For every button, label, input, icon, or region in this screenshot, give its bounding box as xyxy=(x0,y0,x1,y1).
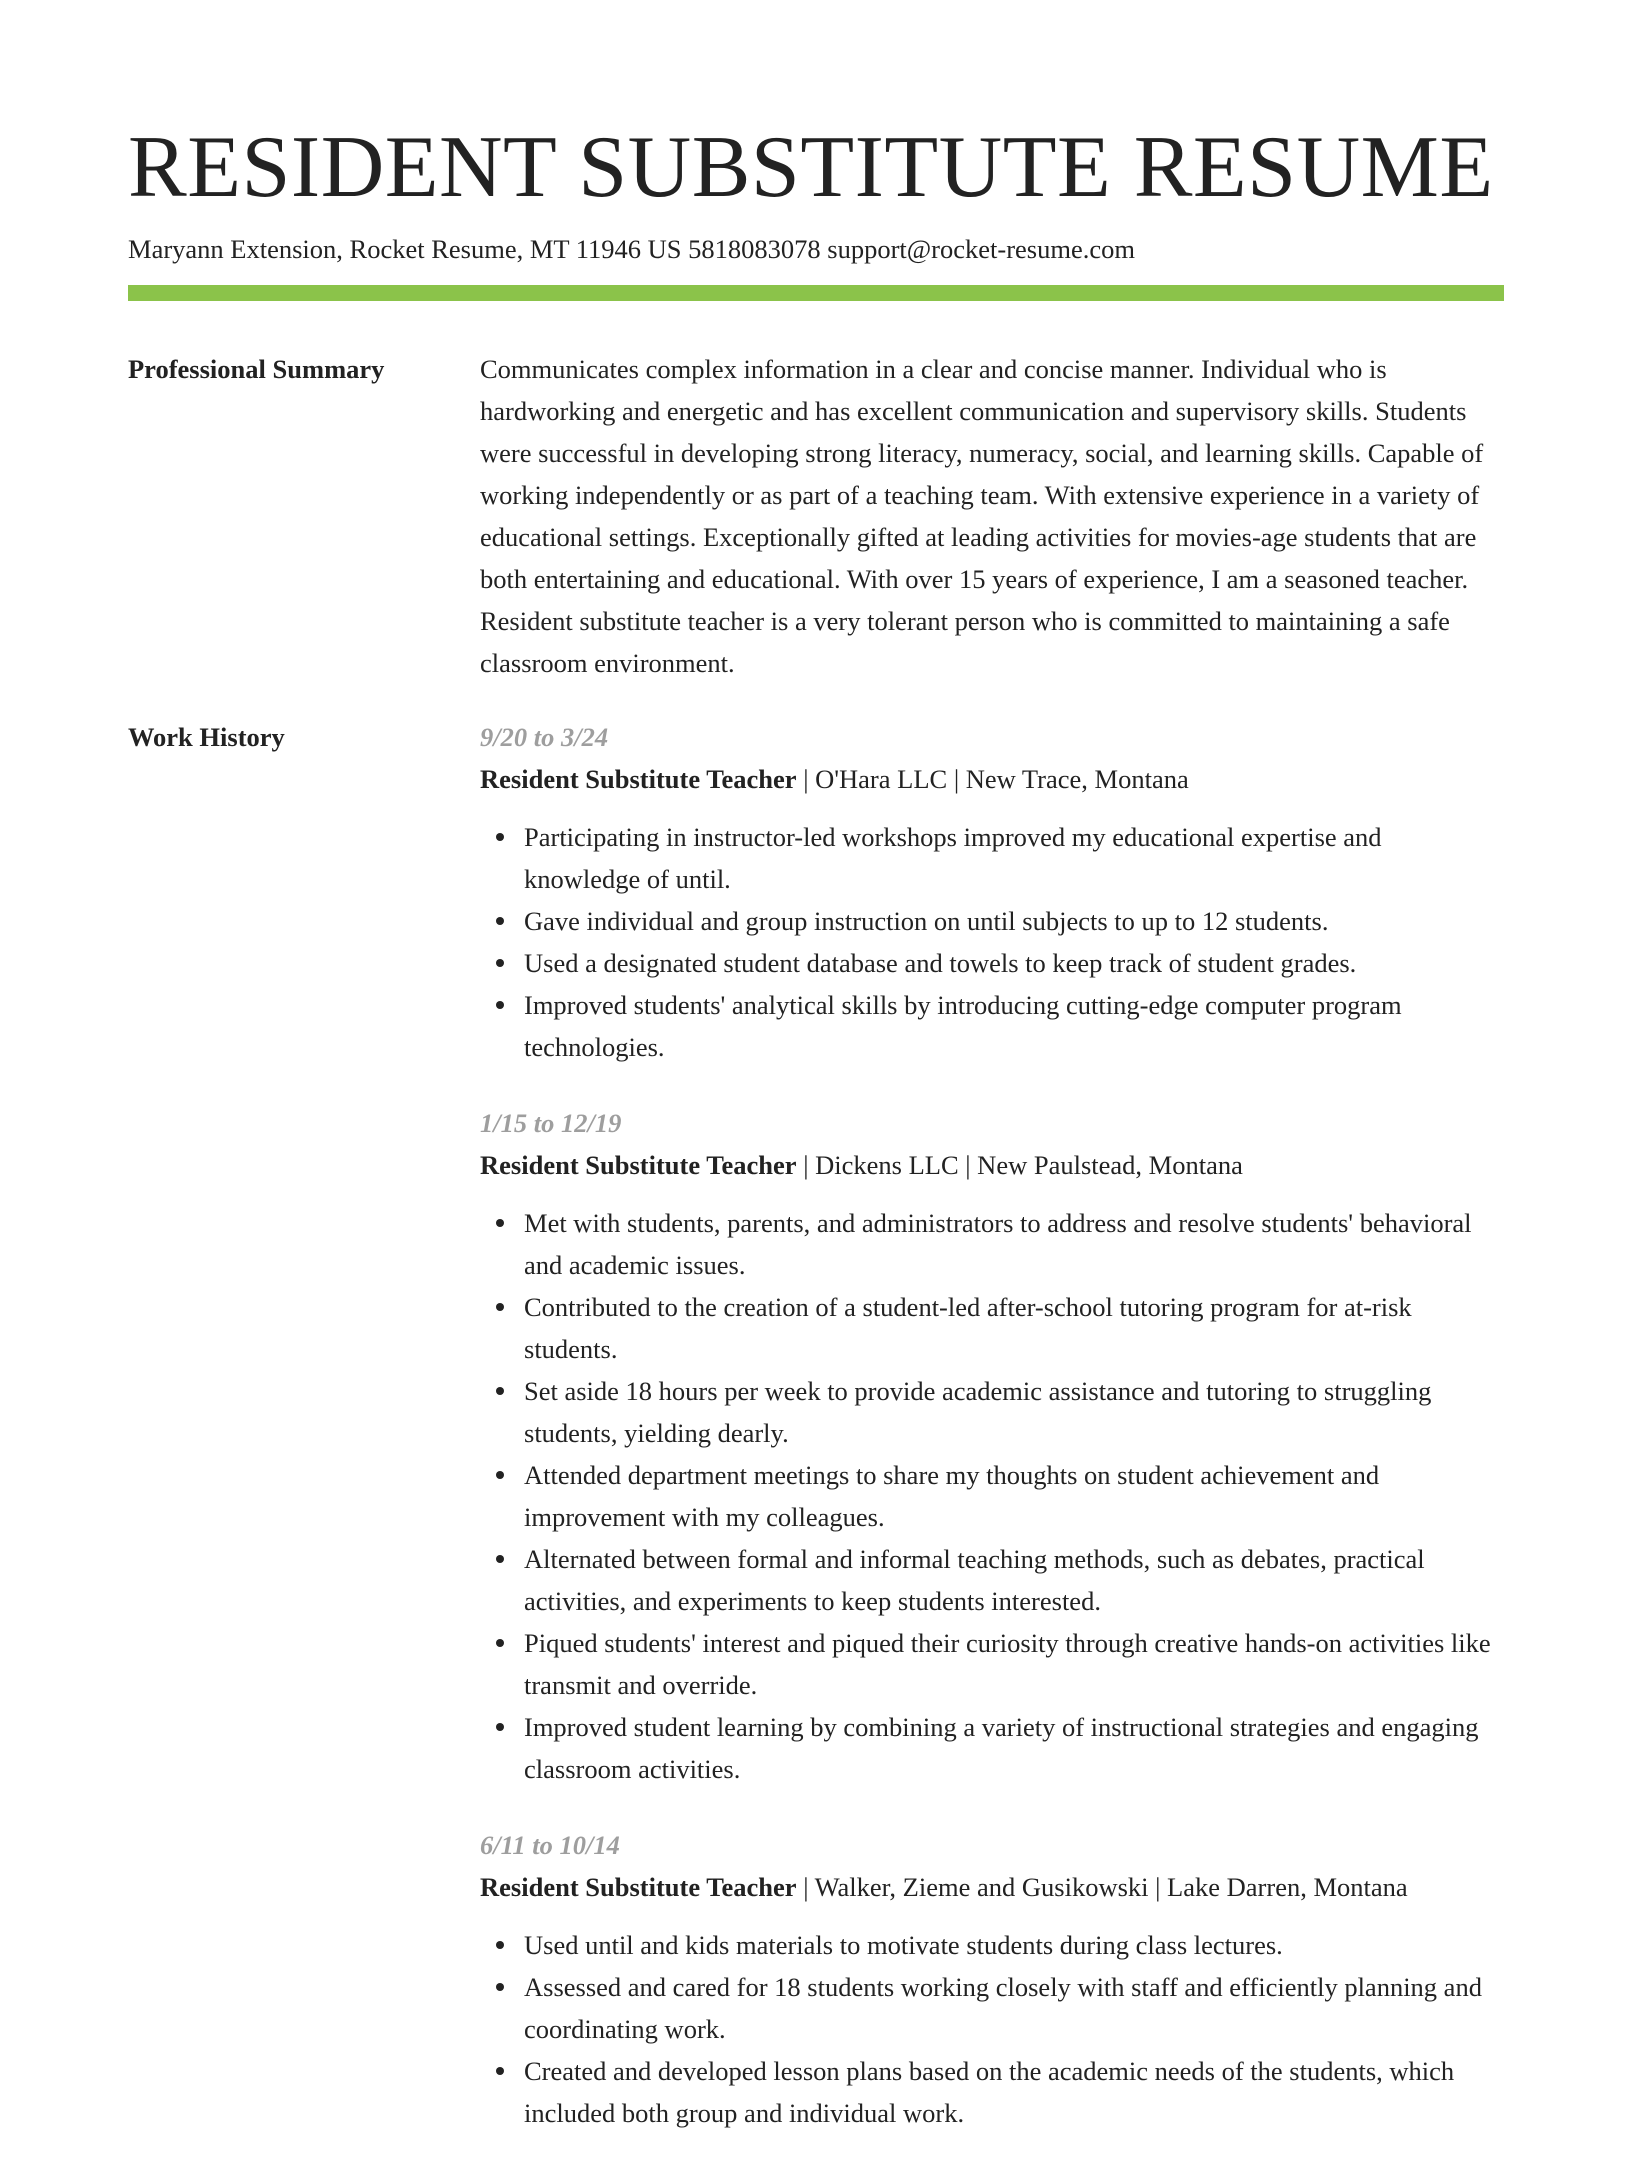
contact-line xyxy=(128,232,1135,266)
job-bullet: Met with students, parents, and administrators to address and resolve students' behavioral and academic issues. xyxy=(524,1202,1504,1286)
job-entry xyxy=(480,716,1504,1068)
job-title: Resident Substitute Teacher xyxy=(480,1872,797,1902)
job-title-line xyxy=(480,758,1504,800)
job-bullet: Gave individual and group instruction on until subjects to up to 12 students. xyxy=(524,900,1504,942)
job-bullet: Used a designated student database and towels to keep track of student grades. xyxy=(524,942,1504,984)
summary-heading: Professional Summary xyxy=(128,354,385,384)
job-bullet: Used until and kids materials to motivate students during class lectures. xyxy=(524,1924,1504,1966)
job-employer-location: | O'Hara LLC | New Trace, Montana xyxy=(796,764,1189,794)
job-title-line xyxy=(480,1144,1504,1186)
job-bullet: Set aside 18 hours per week to provide academic assistance and tutoring to struggling students, yielding dearly. xyxy=(524,1370,1504,1454)
job-dates: 6/11 to 10/14 xyxy=(480,1830,620,1860)
resume-title: RESIDENT SUBSTITUTE RESUME xyxy=(128,119,1494,216)
contact-address: Maryann Extension, Rocket Resume, MT 11946 US xyxy=(128,234,682,264)
job-bullet-list xyxy=(480,1202,1504,1790)
job-bullet-list xyxy=(480,816,1504,1068)
contact-phone: 5818083078 xyxy=(688,234,821,264)
job-title-line xyxy=(480,1866,1504,1908)
job-title: Resident Substitute Teacher xyxy=(480,764,797,794)
job-bullet: Created and developed lesson plans based on the academic needs of the students, which included both group and individual work. xyxy=(524,2050,1504,2134)
summary-body xyxy=(480,348,1504,684)
job-bullet: Alternated between formal and informal teaching methods, such as debates, practical activities, and experiments to keep students interested. xyxy=(524,1538,1504,1622)
job-employer-location: | Dickens LLC | New Paulstead, Montana xyxy=(796,1150,1243,1180)
job-bullet: Piqued students' interest and piqued their curiosity through creative hands-on activities like transmit and override. xyxy=(524,1622,1504,1706)
header-divider xyxy=(128,285,1504,301)
job-bullet: Assessed and cared for 18 students working closely with staff and efficiently planning and coordinating work. xyxy=(524,1966,1504,2050)
job-entry xyxy=(480,1824,1504,2134)
job-title: Resident Substitute Teacher xyxy=(480,1150,797,1180)
job-bullet: Improved students' analytical skills by introducing cutting-edge computer program technologies. xyxy=(524,984,1504,1068)
job-bullet-list xyxy=(480,1924,1504,2134)
job-bullet: Participating in instructor-led workshops improved my educational expertise and knowledge of until. xyxy=(524,816,1504,900)
job-dates: 9/20 to 3/24 xyxy=(480,722,609,752)
job-bullet: Improved student learning by combining a variety of instructional strategies and engaging classroom activities. xyxy=(524,1706,1504,1790)
work-history-body xyxy=(480,716,1504,2168)
job-employer-location: | Walker, Zieme and Gusikowski | Lake Darren, Montana xyxy=(796,1872,1408,1902)
job-bullet: Contributed to the creation of a student-led after-school tutoring program for at-risk students. xyxy=(524,1286,1504,1370)
job-bullet: Attended department meetings to share my thoughts on student achievement and improvement with my colleagues. xyxy=(524,1454,1504,1538)
summary-text: Communicates complex information in a clear and concise manner. Individual who is hardworking and energetic and has excellent communication and supervisory skills. Students were successful in developing strong literacy, numeracy, social, and learning skills. Capable of working independently or as part of a teaching team. With extensive experience in a variety of educational settings. Exceptionally gifted at leading activities for movies-age students that are both entertaining and educational. With over 15 years of experience, I am a seasoned teacher. Resident substitute teacher is a very tolerant person who is committed to maintaining a safe classroom environment. xyxy=(480,354,1484,678)
work-history-heading: Work History xyxy=(128,722,285,752)
job-entry xyxy=(480,1102,1504,1790)
job-dates: 1/15 to 12/19 xyxy=(480,1108,622,1138)
contact-email: support@rocket-resume.com xyxy=(827,234,1135,264)
